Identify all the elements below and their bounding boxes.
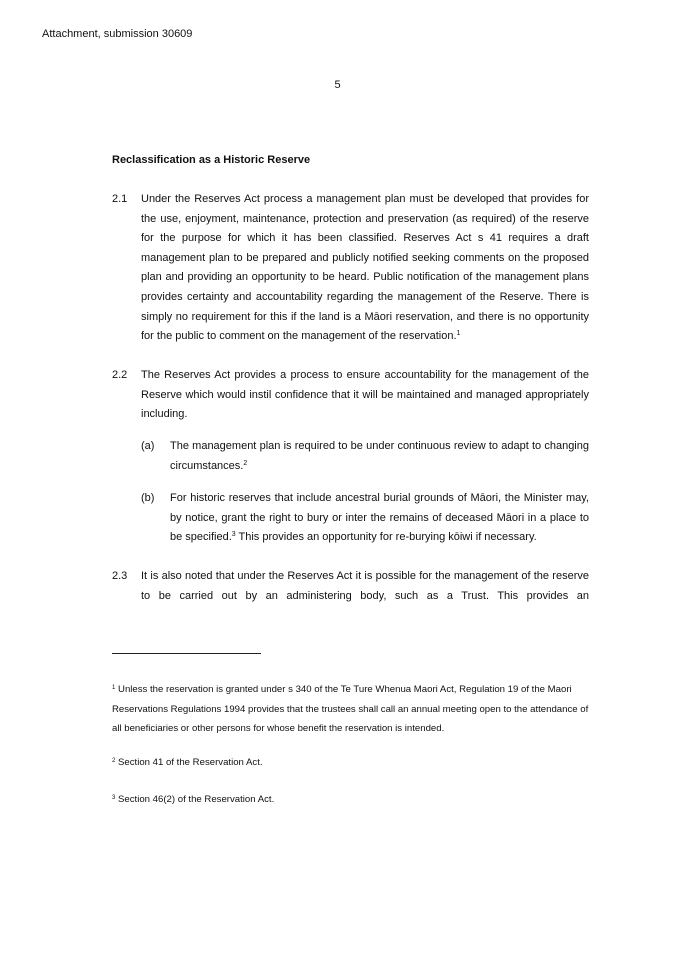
footnote-mark: 3 — [112, 795, 116, 801]
subparagraph-body: For historic reserves that include ancestral burial grounds of Māori, the Minister may, by notice, grant the right to bury or inter the remains of deceased Māori in a place to be specified. — [170, 492, 589, 544]
footnote-1 — [112, 680, 589, 739]
subparagraph-number: (b) — [141, 492, 155, 504]
footnote-text: Section 41 of the Reservation Act. — [115, 757, 263, 768]
page-number: 5 — [334, 79, 341, 91]
section-heading: Reclassification as a Historic Reserve — [112, 154, 311, 166]
paragraph-text: The Reserves Act provides a process to ensure accountability for the management of the Reserve which would instil confidence that it will be maintained and managed appropriately including. — [141, 369, 589, 421]
paragraph-number: 2.1 — [112, 193, 128, 205]
subparagraph-body-continued: This provides an opportunity for re-burying kōiwi if necessary. — [235, 531, 537, 544]
paragraph-2-3 — [112, 567, 589, 606]
paragraph-number: 2.2 — [112, 369, 128, 381]
paragraph-text: It is also noted that under the Reserves Act it is possible for the management of the reserve to be carried out by an administering body, such as a Trust. This provides an — [141, 570, 589, 602]
footnote-separator — [112, 653, 261, 654]
footnote-mark: 1 — [112, 685, 116, 691]
subparagraph-b — [141, 489, 589, 548]
subparagraph-a — [141, 437, 589, 476]
subparagraph-text — [170, 489, 589, 548]
footnote-2 — [112, 753, 589, 773]
subparagraph-body: The management plan is required to be under continuous review to adapt to changing circumstances. — [170, 440, 589, 472]
footnote-3 — [112, 790, 589, 810]
paragraph-2-2 — [112, 366, 589, 425]
paragraph-body: Under the Reserves Act process a management plan must be developed that provides for the use, enjoyment, maintenance, protection and preservation (as required) of the reserve for the purpose for which it has been classified. Reserves Act s 41 requires a draft management plan to be prepared and publicly notified seeking comments on the proposed plan and providing an opportunity to be heard. Public notification of the management plans provides certainty and accountability regarding the management of the Reserve. There is simply no requirement for this if the land is a Māori reservation, and there is no opportunity for the public to comment on the management of the reservation. — [141, 193, 589, 343]
footnote-ref-2[interactable]: 2 — [243, 459, 248, 467]
paragraph-number: 2.3 — [112, 570, 128, 582]
footnote-mark: 2 — [112, 758, 116, 764]
document-header: Attachment, submission 30609 — [42, 28, 193, 40]
paragraph-text — [141, 190, 589, 347]
subparagraph-text — [170, 437, 589, 476]
footnote-text: Unless the reservation is granted under s 340 of the Te Ture Whenua Maori Act, Regulation 19 of the Maori Reservations Regulations 1994 provides that the trustees shall call an annual meeting open to the attendance of all beneficiaries or other persons for whose benefit the reservation is intended. — [112, 684, 589, 735]
paragraph-2-1 — [112, 190, 589, 347]
subparagraph-number: (a) — [141, 440, 155, 452]
footnote-text: Section 46(2) of the Reservation Act. — [115, 794, 275, 805]
footnote-ref-1[interactable]: 1 — [456, 330, 461, 338]
footnote-ref-3[interactable]: 3 — [231, 531, 236, 539]
